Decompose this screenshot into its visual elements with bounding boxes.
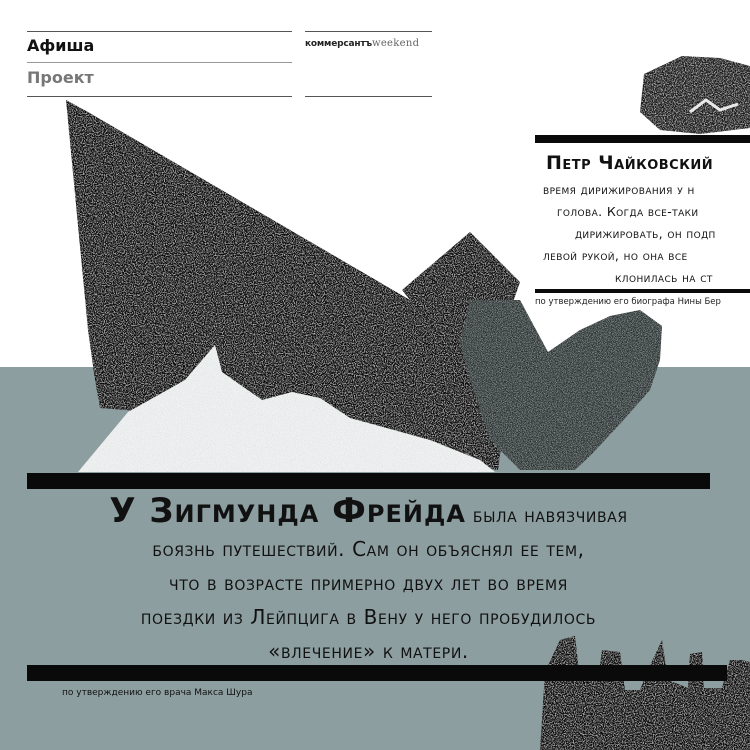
quote-bottom-bar xyxy=(535,289,750,293)
quote-line: боязнь путешествий. Сам он объяснял ее тем, xyxy=(152,537,585,561)
header-rule-middle xyxy=(27,62,292,63)
header-rule-bottom-left xyxy=(27,96,292,97)
quote-line: голова. Когда все-таки xyxy=(557,204,699,219)
brand-main: коммерсантъ xyxy=(305,39,372,49)
quote-top-bar xyxy=(535,135,750,143)
freud-quote-top-bar xyxy=(27,473,710,489)
subsection-title[interactable]: Проект xyxy=(27,68,94,87)
freud-quote xyxy=(27,491,710,668)
quote-name: У Зигмунда Фрейда xyxy=(109,491,466,531)
header-rule-top-right xyxy=(305,31,432,32)
quote-source: по утверждению его биографа Нины Бер xyxy=(535,297,721,307)
quote-first-line-rest: была навязчивая xyxy=(472,503,628,527)
quote-body xyxy=(535,179,750,289)
quote-line-first xyxy=(27,491,710,532)
freud-quote-bottom-bar xyxy=(27,665,727,681)
brand-logo[interactable] xyxy=(305,38,419,49)
quote-line: поездки из Лейпцига в Вену у него пробудилось xyxy=(140,605,597,629)
quote-line: время дирижирования у н xyxy=(543,182,695,197)
quote-line: дирижировать, он подп xyxy=(575,226,716,241)
freud-quote-source: по утверждению его врача Макса Шура xyxy=(62,688,253,698)
header-rule-top-left xyxy=(27,31,292,32)
quote-name: Петр Чайковский xyxy=(546,152,714,174)
quote-line: «влечение» к матери. xyxy=(268,639,469,663)
quote-line: что в возрасте примерно двух лет во время xyxy=(169,571,568,595)
brand-sub: weekend xyxy=(371,38,420,49)
rock-shape xyxy=(640,56,750,134)
quote-line: левой рукой, но она все xyxy=(543,248,688,263)
quote-line: клонилась на ст xyxy=(615,270,713,285)
header-rule-bottom-right xyxy=(305,96,432,97)
section-title[interactable]: Афиша xyxy=(27,36,95,55)
